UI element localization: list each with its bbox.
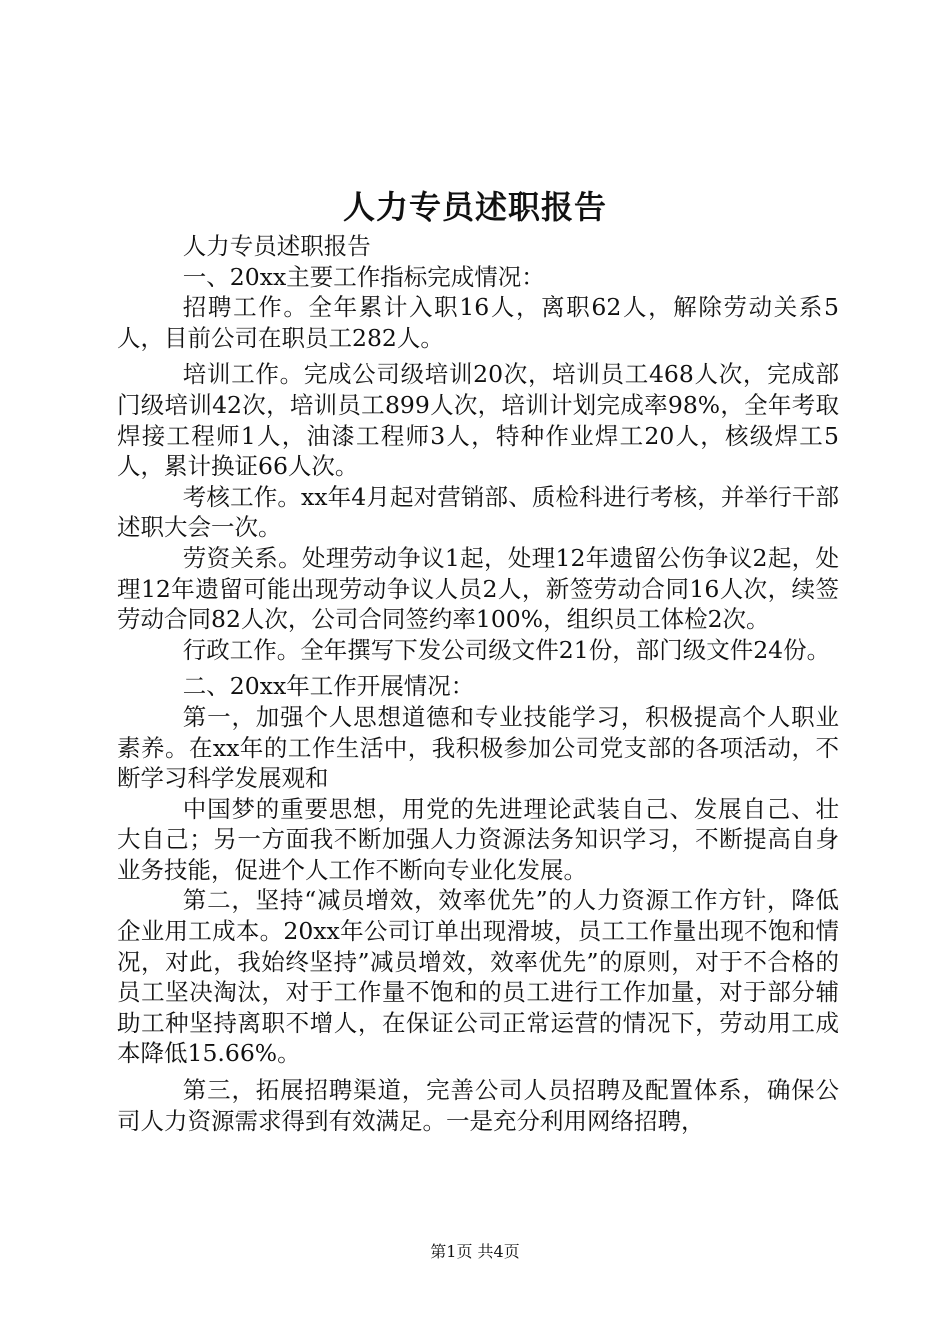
paragraph-second: 第二，坚持“减员增效，效率优先”的人力资源工作方针，降低企业用工成本。20xx年公司订单出现滑坡，员工工作量出现不饱和情况，对此，我始终坚持”减员增效，效率优先”的原则，对于不合格的员工坚决淘汰，对于工作量不饱和的员工进行工作加量，对于部分辅助工种坚持离职不增人，在保证公司正常运营的情况下，劳动用工成本降低15.66%。	[117, 886, 839, 1068]
page-footer: 第1页 共4页	[430, 1242, 520, 1261]
paragraph-first-continued: 中国梦的重要思想，用党的先进理论武装自己、发展自己、壮大自己；另一方面我不断加强人力资源法务知识学习，不断提高自身业务技能，促进个人工作不断向专业化发展。	[117, 794, 839, 884]
document-body	[117, 231, 839, 1136]
paragraph-recruitment: 招聘工作。全年累计入职16人，离职62人，解除劳动关系5人，目前公司在职员工282人。	[117, 293, 839, 352]
paragraph-administration: 行政工作。全年撰写下发公司级文件21份，部门级文件24份。	[182, 635, 831, 664]
document-title: 人力专员述职报告	[342, 188, 607, 226]
paragraph-assessment: 考核工作。xx年4月起对营销部、质检科进行考核，并举行干部述职大会一次。	[117, 482, 839, 542]
paragraph-training: 培训工作。完成公司级培训20次，培训员工468人次，完成部门级培训42次，培训员工899人次，培训计划完成率98%，全年考取焊接工程师1人，油漆工程师3人，特种作业焊工20人，核级焊工5人，累计换证66人次。	[117, 360, 839, 481]
paragraph-heading-repeat: 人力专员述职报告	[182, 232, 371, 260]
paragraph-first: 第一，加强个人思想道德和专业技能学习，积极提高个人职业素养。在xx年的工作生活中，我积极参加公司党支部的各项活动，不断学习科学发展观和	[117, 702, 839, 793]
section-heading-2: 二、20xx年工作开展情况：	[182, 672, 475, 701]
section-heading-1: 一、20xx主要工作指标完成情况：	[182, 262, 545, 291]
paragraph-labor-relations: 劳资关系。处理劳动争议1起，处理12年遗留公伤争议2起，处理12年遗留可能出现劳动争议人员2人，新签劳动合同16人次，续签劳动合同82人次，公司合同签约率100%，组织员工体检2次。	[117, 543, 839, 634]
paragraph-third: 第三，拓展招聘渠道，完善公司人员招聘及配置体系，确保公司人力资源需求得到有效满足。一是充分利用网络招聘，	[117, 1076, 839, 1135]
